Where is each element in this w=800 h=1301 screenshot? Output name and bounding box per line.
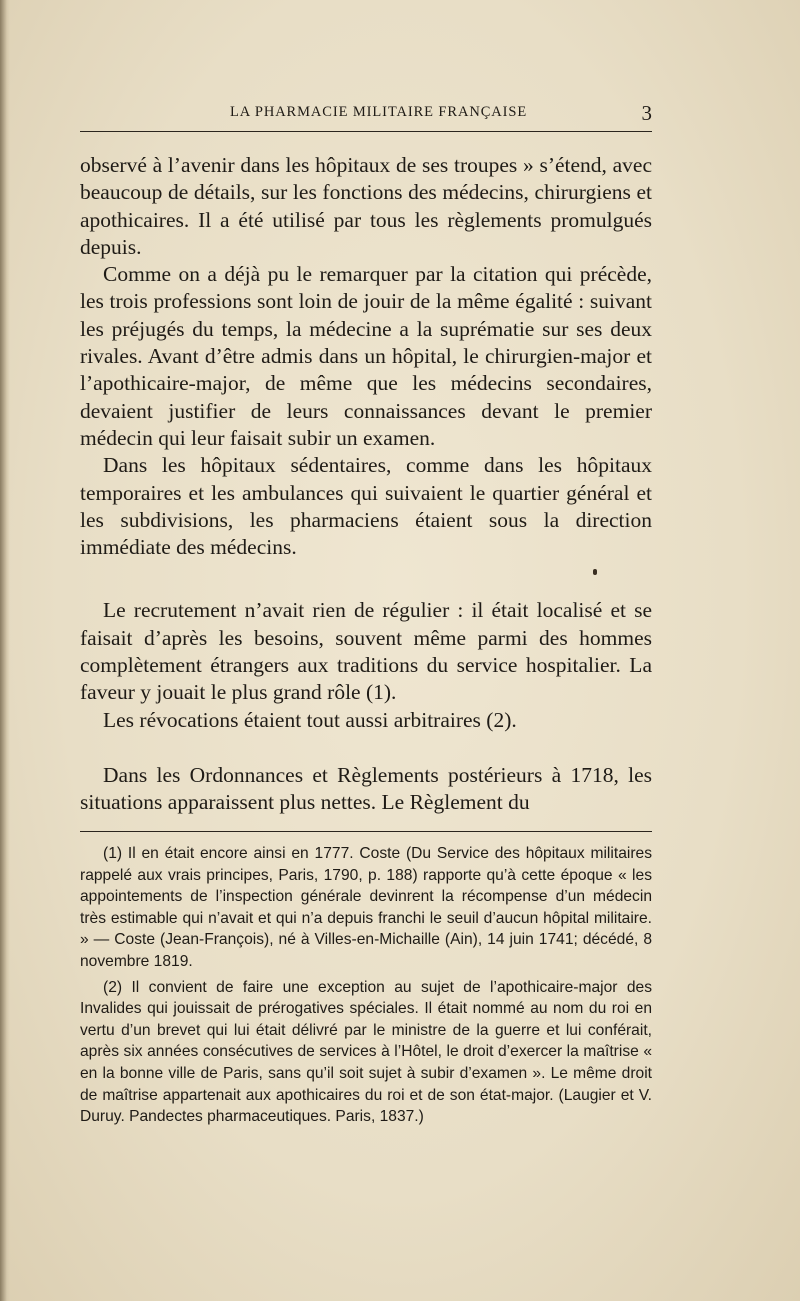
- paragraph-hospitals: Dans les hôpitaux sédentaires, comme dans les hôpitaux temporaires et les ambulances qui suivaient le quartier général et les subdivisions, les pharmaciens étaient sous la direction immédiate des médecins.: [80, 453, 652, 560]
- page-header: [80, 102, 652, 128]
- body-text: [80, 152, 652, 817]
- paragraph-continuation: observé à l’avenir dans les hôpitaux de ses troupes » s’étend, avec beaucoup de détails, sur les fonctions des médecins, chirurgiens et apothicaires. Il a été utilisé par tous les règlements promulgués depuis.: [80, 153, 652, 259]
- page-number: 3: [641, 101, 652, 125]
- paragraph-recruitment: Le recrutement n’avait rien de régulier : il était localisé et se faisait d’après les besoins, souvent même parmi des hommes complètement étrangers aux traditions du service hospitalier. La faveur y jouait le plus grand rôle (1).: [80, 598, 652, 705]
- paragraph-ordinances: Dans les Ordonnances et Règlements postérieurs à 1718, les situations apparaissent plus nettes. Le Règlement du: [80, 762, 652, 815]
- section-gap: [80, 734, 652, 762]
- running-title: LA PHARMACIE MILITAIRE FRANÇAISE: [230, 104, 528, 120]
- page-edge-shadow: [0, 0, 10, 1301]
- footnote-rule: [80, 831, 652, 832]
- footnote-1: (1) Il en était encore ainsi en 1777. Coste (Du Service des hôpitaux militaires rappelé aux vrais principes, Paris, 1790, p. 188) rapporte qu’à cette époque « les appointements de l’inspection générale devinrent la récompense d’un médecin très estimable qui n’avait et qui n’a depuis franchi le seuil d’aucun hôpital militaire. » — Coste (Jean-François), né à Villes-en-Michaille (Ain), 14 juin 1741; décédé, 8 novembre 1819.: [80, 845, 652, 970]
- footnotes: [80, 843, 652, 1132]
- footnote-2: (2) Il convient de faire une exception au sujet de l’apothicaire-major des Invalides qui jouissait de prérogatives spéciales. Il était nommé au nom du roi en vertu d’un brevet qui lui était délivré par le ministre de la guerre et lui conférait, après six années consécutives de services à l’Hôtel, le droit d’exercer la maîtrise « en la bonne ville de Paris, sans qu’il soit sujet à subir d’examen ». Le même droit de maîtrise appartenait aux apothicaires du roi et de son état-major. (Laugier et V. Duruy. Pandectes pharmaceutiques. Paris, 1837.): [80, 978, 652, 1126]
- header-rule: [80, 131, 652, 132]
- ink-speck: [593, 569, 597, 575]
- section-gap: [80, 561, 652, 597]
- paragraph-revocations: Les révocations étaient tout aussi arbitraires (2).: [103, 707, 517, 732]
- paragraph-professions: Comme on a déjà pu le remarquer par la citation qui précède, les trois professions sont loin de jouir de la même égalité : suivant les préjugés du temps, la médecine a la suprématie sur ses deux rivales. Avant d’être admis dans un hôpital, le chirurgien-major et l’apothicaire-major, de même que les médecins secondaires, devaient justifier de leurs connaissances devant le premier médecin qui leur faisait subir un examen.: [80, 262, 652, 450]
